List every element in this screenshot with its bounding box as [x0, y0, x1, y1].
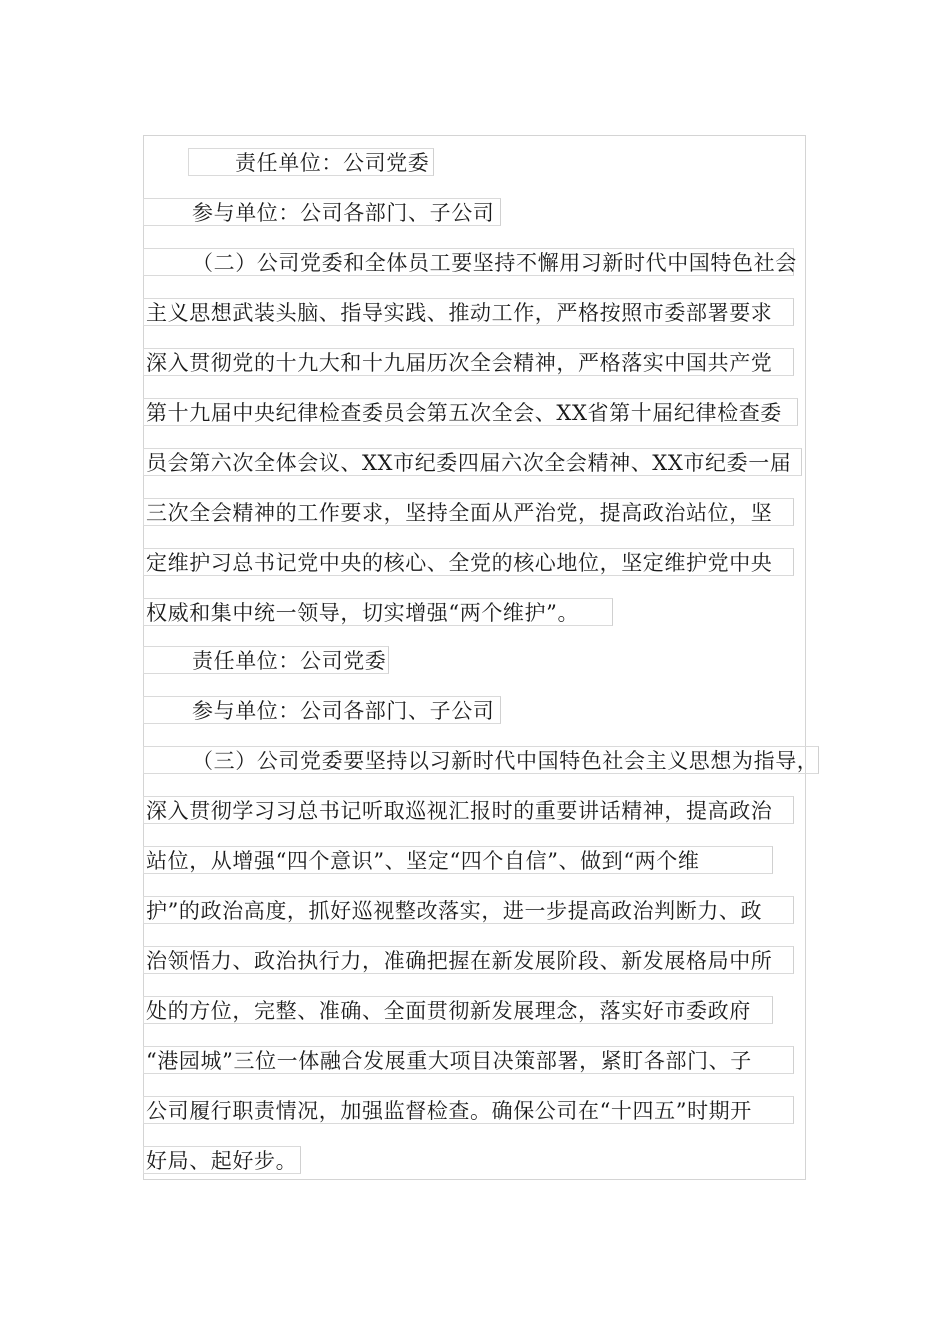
paragraph-3-line-9: 好局、起好步。	[143, 1146, 301, 1174]
paragraph-3-line-5: 治领悟力、政治执行力，准确把握在新发展阶段、新发展格局中所	[143, 946, 794, 974]
responsible-unit-1: 责任单位：公司党委	[188, 148, 434, 176]
paragraph-3-line-4: 护”的政治高度，抓好巡视整改落实，进一步提高政治判断力、政	[143, 896, 794, 924]
paragraph-3-line-2: 深入贯彻学习习总书记听取巡视汇报时的重要讲话精神，提高政治	[143, 796, 794, 824]
paragraph-2-line-2: 主义思想武装头脑、指导实践、推动工作，严格按照市委部署要求	[143, 298, 794, 326]
paragraph-2-line-4: 第十九届中央纪律检查委员会第五次全会、XX省第十届纪律检查委	[143, 398, 798, 426]
paragraph-2-line-7: 定维护习总书记党中央的核心、全党的核心地位，坚定维护党中央	[143, 548, 794, 576]
paragraph-3-line-1: （三）公司党委要坚持以习新时代中国特色社会主义思想为指导，	[143, 746, 819, 774]
paragraph-3-line-6: 处的方位，完整、准确、全面贯彻新发展理念，落实好市委政府	[143, 996, 773, 1024]
participating-unit-1: 参与单位：公司各部门、子公司	[143, 198, 501, 226]
participating-unit-2: 参与单位：公司各部门、子公司	[143, 696, 501, 724]
paragraph-2-line-1: （二）公司党委和全体员工要坚持不懈用习新时代中国特色社会	[143, 248, 794, 276]
paragraph-3-line-7: “港园城”三位一体融合发展重大项目决策部署，紧盯各部门、子	[143, 1046, 794, 1074]
paragraph-3-line-8: 公司履行职责情况，加强监督检查。确保公司在“十四五”时期开	[143, 1096, 794, 1124]
paragraph-2-line-6: 三次全会精神的工作要求，坚持全面从严治党，提高政治站位，坚	[143, 498, 794, 526]
paragraph-2-line-8: 权威和集中统一领导，切实增强“两个维护”。	[143, 598, 613, 626]
paragraph-2-line-5: 员会第六次全体会议、XX市纪委四届六次全会精神、XX市纪委一届	[143, 448, 802, 476]
paragraph-3-line-3: 站位，从增强“四个意识”、坚定“四个自信”、做到“两个维	[143, 846, 773, 874]
responsible-unit-2: 责任单位：公司党委	[143, 646, 389, 674]
paragraph-2-line-3: 深入贯彻党的十九大和十九届历次全会精神，严格落实中国共产党	[143, 348, 794, 376]
